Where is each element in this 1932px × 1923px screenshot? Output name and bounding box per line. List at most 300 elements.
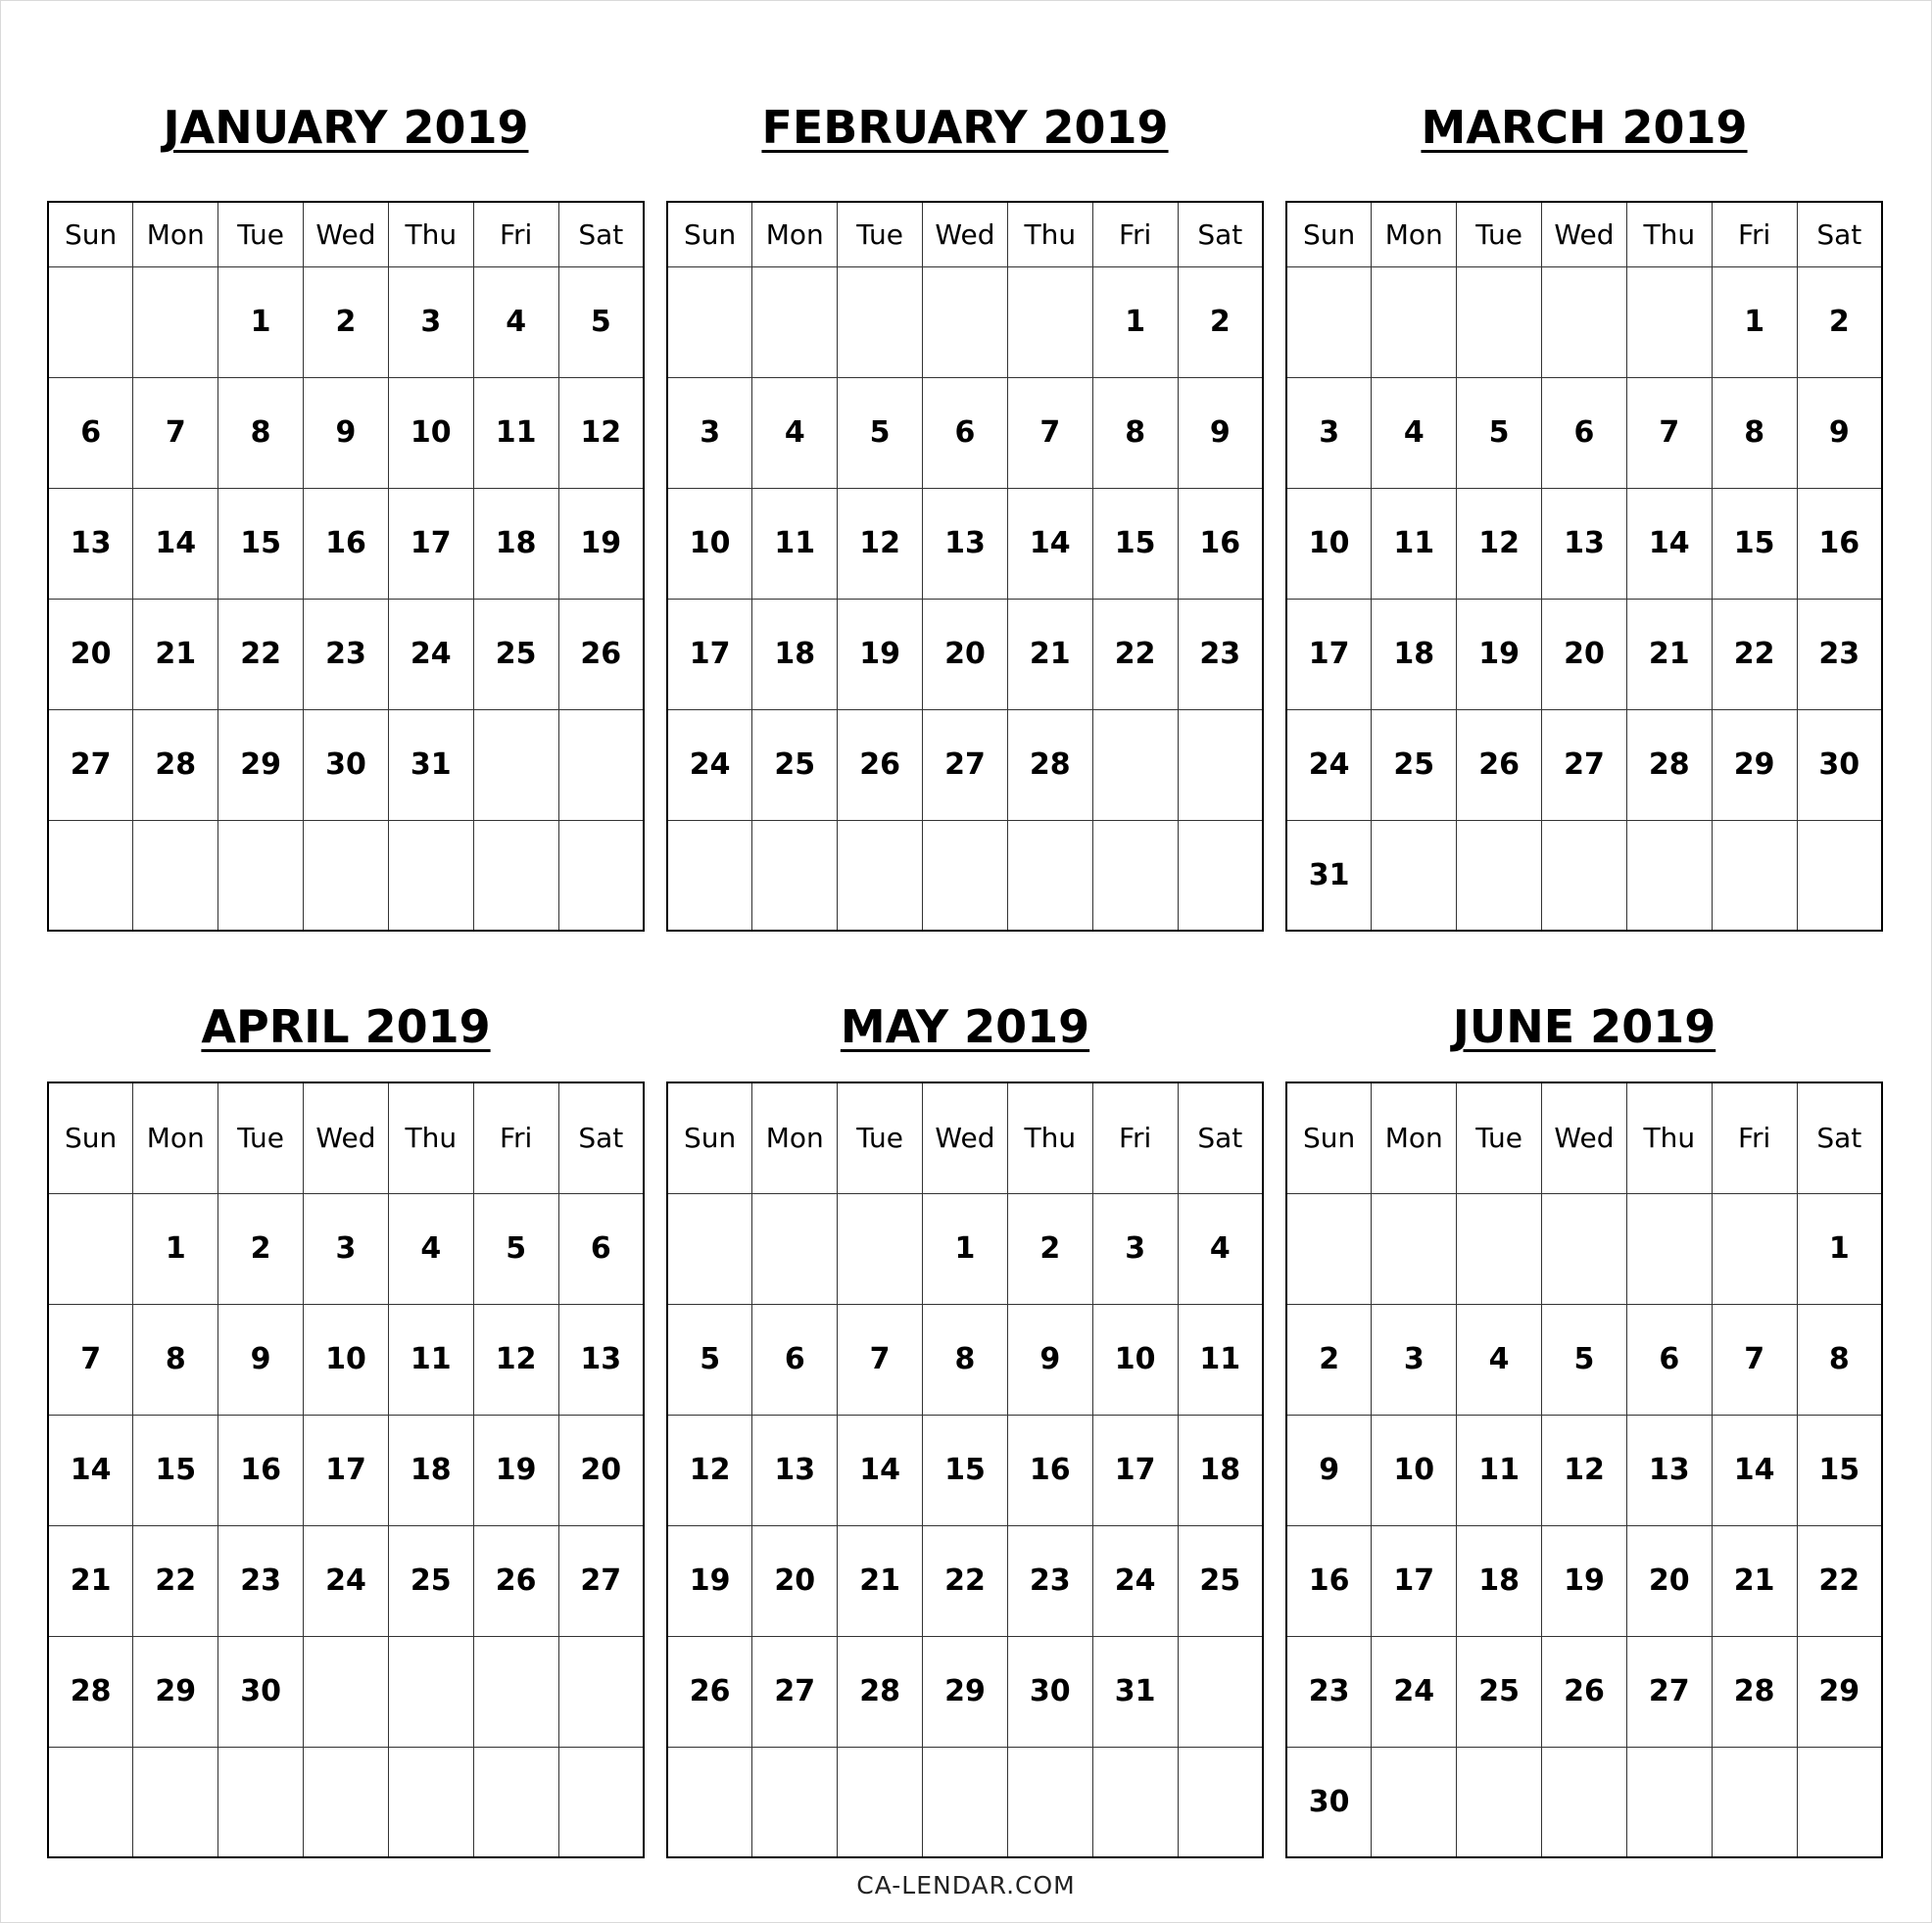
day-cell: 23 bbox=[1797, 599, 1882, 709]
week-row bbox=[1286, 1415, 1882, 1525]
day-cell: 22 bbox=[218, 599, 304, 709]
day-cell: 30 bbox=[304, 709, 389, 820]
day-cell: 23 bbox=[304, 599, 389, 709]
week-row bbox=[48, 488, 644, 599]
week-row bbox=[1286, 1193, 1882, 1304]
day-cell: 5 bbox=[667, 1304, 752, 1415]
day-cell: 5 bbox=[558, 266, 644, 377]
weekday-header: Mon bbox=[752, 202, 838, 266]
day-cell: 30 bbox=[1286, 1747, 1372, 1857]
month-table bbox=[666, 201, 1264, 932]
day-cell: 6 bbox=[752, 1304, 838, 1415]
week-row bbox=[1286, 1525, 1882, 1636]
weekday-header: Sat bbox=[558, 202, 644, 266]
weekday-header-row bbox=[48, 1082, 644, 1193]
day-cell: 28 bbox=[838, 1636, 923, 1747]
day-cell: 9 bbox=[1286, 1415, 1372, 1525]
day-cell: 6 bbox=[923, 377, 1008, 488]
day-cell: 9 bbox=[218, 1304, 304, 1415]
day-cell: 17 bbox=[388, 488, 473, 599]
week-row bbox=[48, 377, 644, 488]
empty-day-cell bbox=[558, 1636, 644, 1747]
empty-day-cell bbox=[1797, 1747, 1882, 1857]
day-cell: 8 bbox=[923, 1304, 1008, 1415]
week-row bbox=[667, 1415, 1263, 1525]
day-cell: 7 bbox=[1007, 377, 1092, 488]
month-title: FEBRUARY 2019 bbox=[761, 101, 1169, 154]
week-row bbox=[48, 1747, 644, 1857]
week-row bbox=[667, 709, 1263, 820]
weekday-header: Mon bbox=[133, 1082, 218, 1193]
weekday-header: Fri bbox=[1092, 1082, 1178, 1193]
empty-day-cell bbox=[558, 820, 644, 931]
day-cell: 21 bbox=[133, 599, 218, 709]
day-cell: 25 bbox=[1178, 1525, 1263, 1636]
weekday-header: Sat bbox=[1797, 1082, 1882, 1193]
month-table bbox=[47, 1082, 645, 1858]
empty-day-cell bbox=[1178, 709, 1263, 820]
empty-day-cell bbox=[752, 1747, 838, 1857]
day-cell: 7 bbox=[1712, 1304, 1797, 1415]
day-cell: 4 bbox=[1457, 1304, 1542, 1415]
day-cell: 14 bbox=[133, 488, 218, 599]
day-cell: 21 bbox=[1712, 1525, 1797, 1636]
weekday-header-row bbox=[667, 202, 1263, 266]
day-cell: 7 bbox=[48, 1304, 133, 1415]
weekday-header: Fri bbox=[1092, 202, 1178, 266]
day-cell: 8 bbox=[1797, 1304, 1882, 1415]
day-cell: 24 bbox=[667, 709, 752, 820]
empty-day-cell bbox=[48, 1747, 133, 1857]
weekday-header-row bbox=[48, 202, 644, 266]
empty-day-cell bbox=[218, 820, 304, 931]
day-cell: 28 bbox=[1626, 709, 1712, 820]
day-cell: 19 bbox=[1457, 599, 1542, 709]
weekday-header: Wed bbox=[304, 1082, 389, 1193]
day-cell: 2 bbox=[1007, 1193, 1092, 1304]
week-row bbox=[48, 709, 644, 820]
day-cell: 11 bbox=[1372, 488, 1457, 599]
day-cell: 15 bbox=[1092, 488, 1178, 599]
empty-day-cell bbox=[304, 1636, 389, 1747]
day-cell: 1 bbox=[218, 266, 304, 377]
empty-day-cell bbox=[473, 820, 558, 931]
day-cell: 18 bbox=[1372, 599, 1457, 709]
empty-day-cell bbox=[48, 820, 133, 931]
weekday-header: Mon bbox=[1372, 1082, 1457, 1193]
day-cell: 26 bbox=[838, 709, 923, 820]
week-row bbox=[48, 1304, 644, 1415]
day-cell: 25 bbox=[1372, 709, 1457, 820]
week-row bbox=[667, 599, 1263, 709]
month-title: JUNE 2019 bbox=[1452, 1000, 1716, 1053]
day-cell: 13 bbox=[923, 488, 1008, 599]
weekday-header: Thu bbox=[1007, 1082, 1092, 1193]
empty-day-cell bbox=[133, 820, 218, 931]
week-row bbox=[667, 488, 1263, 599]
empty-day-cell bbox=[1007, 1747, 1092, 1857]
day-cell: 16 bbox=[1286, 1525, 1372, 1636]
day-cell: 25 bbox=[473, 599, 558, 709]
day-cell: 14 bbox=[1712, 1415, 1797, 1525]
day-cell: 29 bbox=[1797, 1636, 1882, 1747]
week-row bbox=[1286, 266, 1882, 377]
day-cell: 3 bbox=[1372, 1304, 1457, 1415]
empty-day-cell bbox=[838, 266, 923, 377]
day-cell: 1 bbox=[923, 1193, 1008, 1304]
empty-day-cell bbox=[1626, 820, 1712, 931]
day-cell: 8 bbox=[1712, 377, 1797, 488]
day-cell: 10 bbox=[1372, 1415, 1457, 1525]
weekday-header: Sat bbox=[1178, 202, 1263, 266]
empty-day-cell bbox=[218, 1747, 304, 1857]
weekday-header: Sun bbox=[667, 1082, 752, 1193]
week-row bbox=[667, 1525, 1263, 1636]
day-cell: 17 bbox=[1092, 1415, 1178, 1525]
day-cell: 24 bbox=[1286, 709, 1372, 820]
day-cell: 11 bbox=[473, 377, 558, 488]
empty-day-cell bbox=[1457, 1193, 1542, 1304]
week-row bbox=[48, 1636, 644, 1747]
day-cell: 3 bbox=[667, 377, 752, 488]
day-cell: 16 bbox=[1797, 488, 1882, 599]
empty-day-cell bbox=[1007, 266, 1092, 377]
day-cell: 9 bbox=[1007, 1304, 1092, 1415]
day-cell: 15 bbox=[218, 488, 304, 599]
weekday-header: Fri bbox=[473, 1082, 558, 1193]
day-cell: 6 bbox=[48, 377, 133, 488]
week-row bbox=[1286, 709, 1882, 820]
empty-day-cell bbox=[752, 1193, 838, 1304]
day-cell: 9 bbox=[1797, 377, 1882, 488]
day-cell: 6 bbox=[1542, 377, 1627, 488]
empty-day-cell bbox=[473, 709, 558, 820]
day-cell: 22 bbox=[1712, 599, 1797, 709]
day-cell: 26 bbox=[1542, 1636, 1627, 1747]
day-cell: 25 bbox=[1457, 1636, 1542, 1747]
day-cell: 24 bbox=[1092, 1525, 1178, 1636]
day-cell: 18 bbox=[388, 1415, 473, 1525]
empty-day-cell bbox=[1178, 820, 1263, 931]
day-cell: 13 bbox=[558, 1304, 644, 1415]
empty-day-cell bbox=[1457, 1747, 1542, 1857]
day-cell: 4 bbox=[473, 266, 558, 377]
day-cell: 30 bbox=[218, 1636, 304, 1747]
day-cell: 16 bbox=[1178, 488, 1263, 599]
day-cell: 28 bbox=[1007, 709, 1092, 820]
day-cell: 16 bbox=[1007, 1415, 1092, 1525]
day-cell: 17 bbox=[1372, 1525, 1457, 1636]
day-cell: 15 bbox=[133, 1415, 218, 1525]
empty-day-cell bbox=[667, 266, 752, 377]
day-cell: 10 bbox=[667, 488, 752, 599]
day-cell: 29 bbox=[133, 1636, 218, 1747]
day-cell: 27 bbox=[923, 709, 1008, 820]
day-cell: 24 bbox=[1372, 1636, 1457, 1747]
empty-day-cell bbox=[1372, 820, 1457, 931]
weekday-header: Fri bbox=[473, 202, 558, 266]
day-cell: 17 bbox=[304, 1415, 389, 1525]
day-cell: 18 bbox=[473, 488, 558, 599]
day-cell: 9 bbox=[1178, 377, 1263, 488]
weekday-header: Mon bbox=[1372, 202, 1457, 266]
day-cell: 4 bbox=[1372, 377, 1457, 488]
day-cell: 19 bbox=[1542, 1525, 1627, 1636]
empty-day-cell bbox=[923, 1747, 1008, 1857]
day-cell: 2 bbox=[1178, 266, 1263, 377]
day-cell: 22 bbox=[923, 1525, 1008, 1636]
week-row bbox=[667, 1747, 1263, 1857]
day-cell: 17 bbox=[667, 599, 752, 709]
empty-day-cell bbox=[667, 1193, 752, 1304]
empty-day-cell bbox=[1372, 1193, 1457, 1304]
day-cell: 19 bbox=[667, 1525, 752, 1636]
empty-day-cell bbox=[1178, 1747, 1263, 1857]
weekday-header: Fri bbox=[1712, 1082, 1797, 1193]
weekday-header: Sun bbox=[1286, 202, 1372, 266]
empty-day-cell bbox=[48, 1193, 133, 1304]
week-row bbox=[1286, 820, 1882, 931]
day-cell: 3 bbox=[1286, 377, 1372, 488]
day-cell: 5 bbox=[838, 377, 923, 488]
day-cell: 28 bbox=[133, 709, 218, 820]
weekday-header: Tue bbox=[1457, 1082, 1542, 1193]
day-cell: 12 bbox=[1457, 488, 1542, 599]
empty-day-cell bbox=[558, 709, 644, 820]
empty-day-cell bbox=[1286, 266, 1372, 377]
empty-day-cell bbox=[1457, 820, 1542, 931]
weekday-header-row bbox=[1286, 202, 1882, 266]
day-cell: 5 bbox=[473, 1193, 558, 1304]
day-cell: 6 bbox=[558, 1193, 644, 1304]
day-cell: 26 bbox=[473, 1525, 558, 1636]
day-cell: 21 bbox=[1007, 599, 1092, 709]
weekday-header: Wed bbox=[1542, 1082, 1627, 1193]
day-cell: 3 bbox=[304, 1193, 389, 1304]
day-cell: 27 bbox=[752, 1636, 838, 1747]
day-cell: 16 bbox=[218, 1415, 304, 1525]
weekday-header: Sat bbox=[1178, 1082, 1263, 1193]
day-cell: 11 bbox=[388, 1304, 473, 1415]
week-row bbox=[1286, 377, 1882, 488]
day-cell: 23 bbox=[1178, 599, 1263, 709]
day-cell: 14 bbox=[48, 1415, 133, 1525]
week-row bbox=[667, 377, 1263, 488]
weekday-header: Tue bbox=[838, 202, 923, 266]
day-cell: 30 bbox=[1797, 709, 1882, 820]
empty-day-cell bbox=[558, 1747, 644, 1857]
week-row bbox=[48, 1415, 644, 1525]
empty-day-cell bbox=[838, 1747, 923, 1857]
weekday-header: Sat bbox=[558, 1082, 644, 1193]
weekday-header: Mon bbox=[752, 1082, 838, 1193]
empty-day-cell bbox=[667, 1747, 752, 1857]
empty-day-cell bbox=[1092, 1747, 1178, 1857]
empty-day-cell bbox=[1007, 820, 1092, 931]
empty-day-cell bbox=[388, 1636, 473, 1747]
month-table bbox=[47, 201, 645, 932]
day-cell: 11 bbox=[1457, 1415, 1542, 1525]
month-title: JANUARY 2019 bbox=[163, 101, 529, 154]
empty-day-cell bbox=[388, 1747, 473, 1857]
day-cell: 19 bbox=[558, 488, 644, 599]
week-row bbox=[667, 1193, 1263, 1304]
day-cell: 22 bbox=[1092, 599, 1178, 709]
day-cell: 22 bbox=[133, 1525, 218, 1636]
day-cell: 15 bbox=[1797, 1415, 1882, 1525]
day-cell: 28 bbox=[48, 1636, 133, 1747]
empty-day-cell bbox=[304, 820, 389, 931]
empty-day-cell bbox=[838, 820, 923, 931]
empty-day-cell bbox=[1542, 820, 1627, 931]
day-cell: 13 bbox=[1542, 488, 1627, 599]
week-row bbox=[667, 1636, 1263, 1747]
day-cell: 12 bbox=[1542, 1415, 1627, 1525]
empty-day-cell bbox=[752, 266, 838, 377]
empty-day-cell bbox=[1626, 1747, 1712, 1857]
day-cell: 5 bbox=[1542, 1304, 1627, 1415]
day-cell: 1 bbox=[1092, 266, 1178, 377]
day-cell: 20 bbox=[558, 1415, 644, 1525]
day-cell: 21 bbox=[838, 1525, 923, 1636]
day-cell: 1 bbox=[1797, 1193, 1882, 1304]
day-cell: 20 bbox=[48, 599, 133, 709]
empty-day-cell bbox=[1286, 1193, 1372, 1304]
day-cell: 7 bbox=[133, 377, 218, 488]
weekday-header: Thu bbox=[388, 1082, 473, 1193]
day-cell: 6 bbox=[1626, 1304, 1712, 1415]
empty-day-cell bbox=[667, 820, 752, 931]
weekday-header-row bbox=[1286, 1082, 1882, 1193]
day-cell: 24 bbox=[304, 1525, 389, 1636]
week-row bbox=[1286, 488, 1882, 599]
day-cell: 8 bbox=[133, 1304, 218, 1415]
day-cell: 10 bbox=[388, 377, 473, 488]
week-row bbox=[667, 820, 1263, 931]
day-cell: 3 bbox=[388, 266, 473, 377]
week-row bbox=[1286, 1636, 1882, 1747]
weekday-header: Thu bbox=[388, 202, 473, 266]
empty-day-cell bbox=[133, 1747, 218, 1857]
day-cell: 7 bbox=[838, 1304, 923, 1415]
day-cell: 29 bbox=[1712, 709, 1797, 820]
week-row bbox=[48, 820, 644, 931]
day-cell: 16 bbox=[304, 488, 389, 599]
weekday-header: Thu bbox=[1626, 1082, 1712, 1193]
day-cell: 15 bbox=[923, 1415, 1008, 1525]
empty-day-cell bbox=[1092, 820, 1178, 931]
empty-day-cell bbox=[1712, 1193, 1797, 1304]
weekday-header: Thu bbox=[1007, 202, 1092, 266]
day-cell: 27 bbox=[558, 1525, 644, 1636]
empty-day-cell bbox=[1457, 266, 1542, 377]
day-cell: 11 bbox=[752, 488, 838, 599]
empty-day-cell bbox=[1542, 1747, 1627, 1857]
week-row bbox=[667, 1304, 1263, 1415]
day-cell: 2 bbox=[1797, 266, 1882, 377]
day-cell: 4 bbox=[1178, 1193, 1263, 1304]
empty-day-cell bbox=[1712, 820, 1797, 931]
empty-day-cell bbox=[923, 820, 1008, 931]
empty-day-cell bbox=[1372, 266, 1457, 377]
day-cell: 23 bbox=[1286, 1636, 1372, 1747]
day-cell: 2 bbox=[218, 1193, 304, 1304]
weekday-header: Sat bbox=[1797, 202, 1882, 266]
day-cell: 28 bbox=[1712, 1636, 1797, 1747]
empty-day-cell bbox=[923, 266, 1008, 377]
day-cell: 23 bbox=[1007, 1525, 1092, 1636]
day-cell: 30 bbox=[1007, 1636, 1092, 1747]
day-cell: 20 bbox=[923, 599, 1008, 709]
day-cell: 19 bbox=[838, 599, 923, 709]
day-cell: 31 bbox=[1092, 1636, 1178, 1747]
day-cell: 13 bbox=[752, 1415, 838, 1525]
weekday-header: Tue bbox=[838, 1082, 923, 1193]
empty-day-cell bbox=[473, 1636, 558, 1747]
weekday-header: Sun bbox=[1286, 1082, 1372, 1193]
weekday-header: Wed bbox=[923, 1082, 1008, 1193]
day-cell: 18 bbox=[1178, 1415, 1263, 1525]
day-cell: 24 bbox=[388, 599, 473, 709]
day-cell: 31 bbox=[388, 709, 473, 820]
day-cell: 1 bbox=[1712, 266, 1797, 377]
day-cell: 14 bbox=[838, 1415, 923, 1525]
week-row bbox=[1286, 599, 1882, 709]
day-cell: 21 bbox=[48, 1525, 133, 1636]
day-cell: 3 bbox=[1092, 1193, 1178, 1304]
month-title: MARCH 2019 bbox=[1421, 101, 1748, 154]
day-cell: 14 bbox=[1626, 488, 1712, 599]
week-row bbox=[48, 266, 644, 377]
empty-day-cell bbox=[388, 820, 473, 931]
empty-day-cell bbox=[48, 266, 133, 377]
day-cell: 13 bbox=[48, 488, 133, 599]
month-table bbox=[1285, 201, 1883, 932]
day-cell: 26 bbox=[667, 1636, 752, 1747]
day-cell: 10 bbox=[1092, 1304, 1178, 1415]
week-row bbox=[667, 266, 1263, 377]
empty-day-cell bbox=[1712, 1747, 1797, 1857]
day-cell: 20 bbox=[752, 1525, 838, 1636]
empty-day-cell bbox=[473, 1747, 558, 1857]
day-cell: 8 bbox=[218, 377, 304, 488]
day-cell: 10 bbox=[304, 1304, 389, 1415]
weekday-header: Sun bbox=[667, 202, 752, 266]
day-cell: 2 bbox=[304, 266, 389, 377]
empty-day-cell bbox=[1626, 1193, 1712, 1304]
weekday-header: Wed bbox=[1542, 202, 1627, 266]
empty-day-cell bbox=[1092, 709, 1178, 820]
day-cell: 17 bbox=[1286, 599, 1372, 709]
day-cell: 29 bbox=[923, 1636, 1008, 1747]
weekday-header: Wed bbox=[923, 202, 1008, 266]
empty-day-cell bbox=[1626, 266, 1712, 377]
day-cell: 13 bbox=[1626, 1415, 1712, 1525]
week-row bbox=[1286, 1304, 1882, 1415]
day-cell: 21 bbox=[1626, 599, 1712, 709]
month-table bbox=[1285, 1082, 1883, 1858]
weekday-header-row bbox=[667, 1082, 1263, 1193]
day-cell: 15 bbox=[1712, 488, 1797, 599]
day-cell: 27 bbox=[1542, 709, 1627, 820]
empty-day-cell bbox=[1372, 1747, 1457, 1857]
day-cell: 10 bbox=[1286, 488, 1372, 599]
weekday-header: Wed bbox=[304, 202, 389, 266]
day-cell: 25 bbox=[752, 709, 838, 820]
weekday-header: Tue bbox=[1457, 202, 1542, 266]
day-cell: 9 bbox=[304, 377, 389, 488]
day-cell: 22 bbox=[1797, 1525, 1882, 1636]
